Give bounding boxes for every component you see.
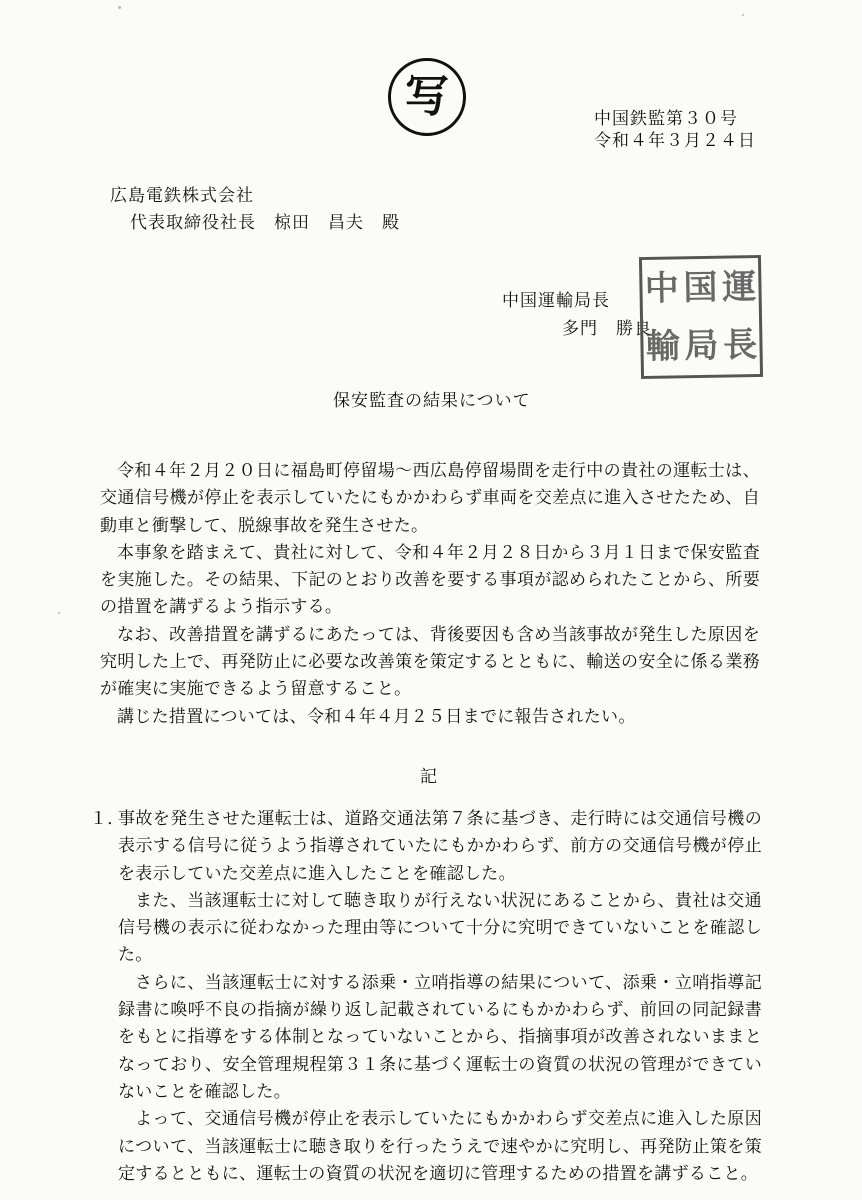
body-paragraph: なお、改善措置を講ずるにあたっては、背後要因も含め当該事故が発生した原因を究明した上で、再発防止に必要な改善策を策定するとともに、輸送の安全に係る業務が確実に実施できるよう留意すること。 [100,624,760,700]
scan-speck [58,612,60,614]
sender-name: 多門 勝良 [562,319,652,339]
official-seal [639,255,763,379]
scan-speck [742,14,744,16]
addressee-person: 代表取締役社長 椋田 昌夫 殿 [130,213,400,233]
body-paragraph: 講じた措置については、令和４年４月２５日までに報告されたい。 [117,706,636,727]
document-number: 中国鉄監第３０号 [594,109,738,129]
scan-speck [118,6,121,9]
finding-paragraph: また、当該運転士に対して聴き取りが行えない状況にあることから、貴社は交通信号機の表示に従わなかった理由等について十分に究明できていないことを確認した。 [118,890,762,966]
body-paragraph: 令和４年２月２０日に福島町停留場～西広島停留場間を走行中の貴社の運転士は、交通信号機が停止を表示していたにもかかわらず車両を交差点に進入させたため、自動車と衝撃して、脱線事故を発生させた。 [100,461,760,536]
copy-stamp-mark [388,58,466,136]
seal-char: 長 [722,325,758,366]
finding-item [90,806,762,1188]
ki-heading: 記 [420,767,437,787]
document-date: 令和４年３月２４日 [594,131,756,151]
finding-number: １． [90,809,125,829]
addressee-company: 広島電鉄株式会社 [110,186,254,206]
sender-title: 中国運輸局長 [502,291,610,311]
seal-char: 中 [644,268,680,309]
finding-content [118,806,762,1188]
seal-char: 局 [684,325,719,367]
seal-char: 国 [683,267,718,309]
body-paragraph: 本事象を踏まえて、貴社に対して、令和４年２月２８日から３月１日まで保安監査を実施した。その結果、下記のとおり改善を要する事項が認められたことから、所要の措置を講ずるよう指示する。 [100,542,760,618]
finding-paragraph: よって、交通信号機が停止を表示していたにもかかわらず交差点に進入した原因について、当該運転士に聴き取りを行ったうえで速やかに究明し、再発防止策を策定するとともに、運転士の資質の状況を適切に管理するための措置を講ずること。 [118,1109,762,1184]
copy-stamp-text: 写 [405,71,449,122]
finding-paragraph: 事故を発生させた運転士は、道路交通法第７条に基づき、走行時には交通信号機の表示する信号に従うよう指導されていたにもかかわらず、前方の交通信号機が停止を表示していた交差点に進入したことを確認した。 [118,809,762,884]
body-text [100,458,760,731]
finding-paragraph: さらに、当該運転士に対する添乗・立哨指導の結果について、添乗・立哨指導記録書に喚呼不良の指摘が繰り返し記載されているにもかかわらず、前回の同記録書をもとに指導をする体制となっていないことから、指摘事項が改善されないままとなっており、安全管理規程第３１条に基づく運転士の資質の状況の管理ができていないことを確認した。 [118,972,762,1102]
seal-char: 運 [721,267,757,308]
document-title: 保安監査の結果について [333,391,531,411]
seal-char: 輸 [645,326,681,367]
